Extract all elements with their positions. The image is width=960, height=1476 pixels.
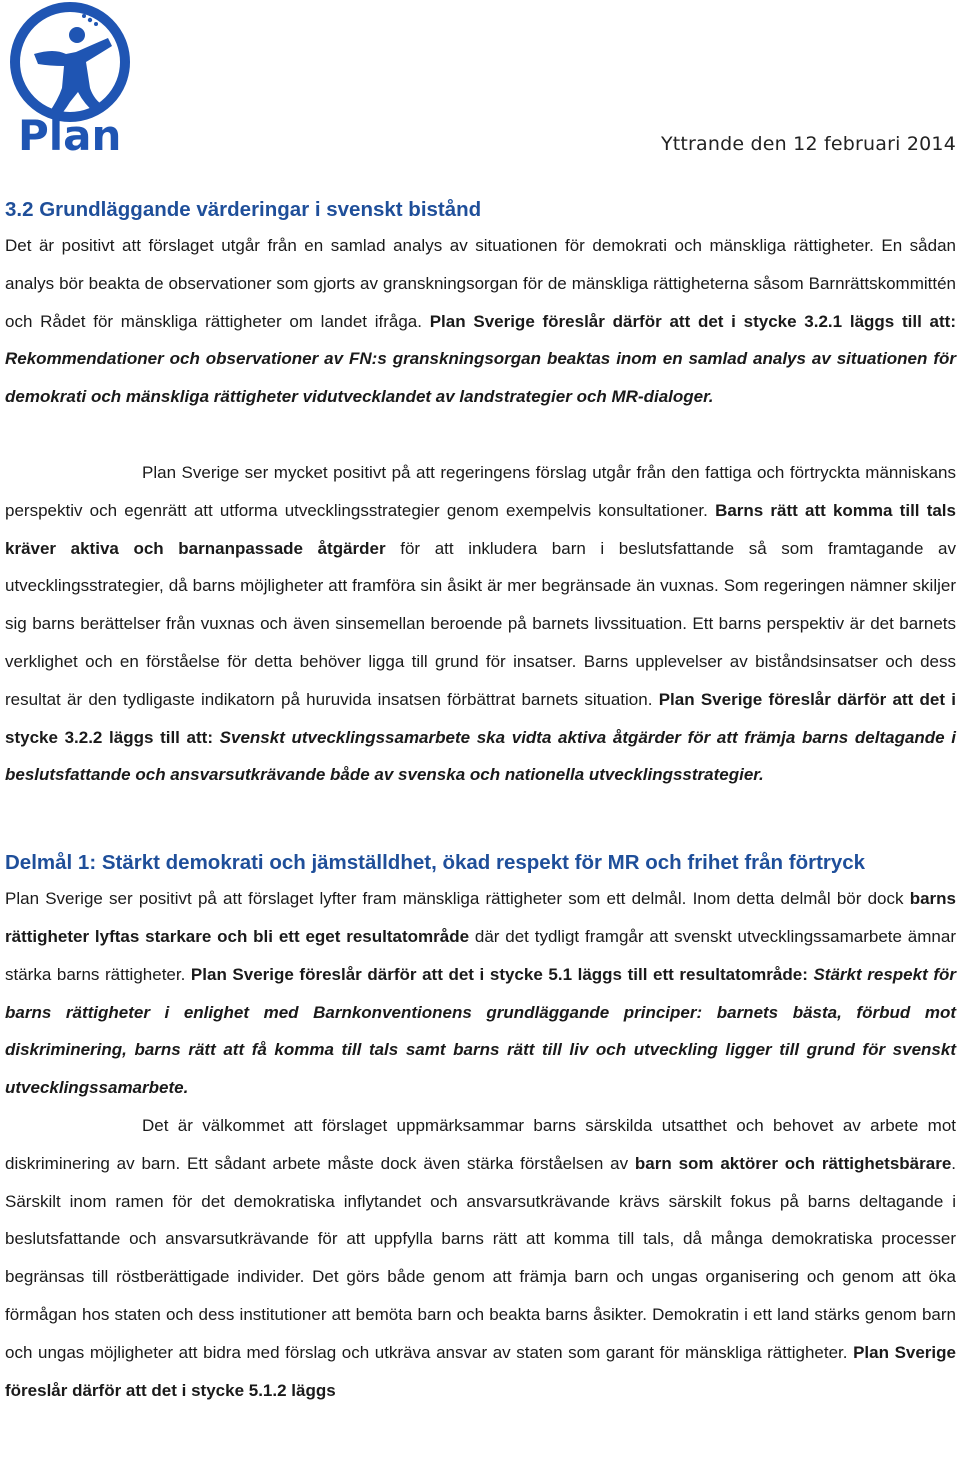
paragraph-text: Plan Sverige ser mycket positivt på att regeringens förslag utgår från den fattiga och förtryckta människans perspektiv och egenrätt att utforma utvecklingsstrategier genom exempelvis konsultationer. bbox=[5, 462, 956, 520]
paragraph bbox=[5, 1107, 956, 1409]
proposal-text: Svenskt utvecklingssamarbete ska vidta aktiva åtgärder för att främja barns deltagande i beslutsfattande och ansvarsutkrävande både av svenska och nationella utvecklingsstrategier. bbox=[5, 727, 957, 785]
paragraph bbox=[5, 454, 956, 794]
paragraph-text: Det är välkommet att förslaget uppmärksammar barns särskilda utsatthet och behovet av arbete mot diskriminering av barn. Ett sådant arbete måste dock även stärka förståelsen av bbox=[5, 1115, 956, 1173]
paragraph-text: för att inkludera barn i beslutsfattande så som framtagande av utvecklingsstrategier, då barns möjligheter att framföra sin åsikt är mer begränsade än vuxnas. Som regeringen nämner skiljer sig barns berättelser från vuxnas och även sinsemellan beroende på barnets livssituation. Ett barns perspektiv är det barnets verklighet och en förståelse för detta behöver ligga till grund för insatser. Barns upplevelser av biståndsinsatser och dess resultat är den tydligaste indikatorn på huruvida insatsen förbättrat barnets situation. bbox=[5, 538, 956, 709]
paragraph-text: Plan Sverige ser positivt på att förslaget lyfter fram mänskliga rättigheter som ett delmål. Inom detta delmål bör dock bbox=[5, 889, 904, 909]
paragraph bbox=[5, 880, 956, 1107]
paragraph-bold-text: Plan Sverige föreslår därför att det i stycke 3.2.1 läggs till att: bbox=[429, 311, 956, 331]
paragraph-bold-text: Plan Sverige föreslår därför att det i stycke 3.2.2 läggs till att: bbox=[5, 689, 956, 747]
paragraph-text: där det tydligt framgår att svenskt utvecklingssamarbete ämnar stärka barns rättigheter. bbox=[5, 926, 956, 984]
document-date: Yttrande den 12 februari 2014 bbox=[660, 133, 956, 155]
plan-logo-icon bbox=[4, 2, 138, 154]
paragraph-bold-text: Plan Sverige föreslår därför att det i stycke 5.1.2 läggs bbox=[5, 1342, 956, 1400]
plan-logo bbox=[4, 2, 138, 154]
section-heading-3-2: 3.2 Grundläggande värderingar i svenskt bistånd bbox=[5, 198, 482, 221]
document-body bbox=[5, 193, 956, 1409]
proposal-text: Stärkt respekt för barns rättigheter i enlighet med Barnkonventionens grundläggande principer: barnets bästa, förbud mot diskriminering, barns rätt att få komma till tals samt barns rätt till liv och utveckling ligger till grund för svenskt utvecklingssamarbete. bbox=[5, 964, 956, 1098]
section-heading-delmal-1: Delmål 1: Stärkt demokrati och jämställdhet, ökad respekt för MR och frihet från förtryck bbox=[5, 851, 866, 875]
proposal-text: Rekommendationer och observationer av FN:s granskningsorgan beaktas inom en samlad analys av situationen för demokrati och mänskliga rättigheter vidutvecklandet av landstrategier och MR-dialoger. bbox=[5, 349, 956, 407]
paragraph bbox=[5, 227, 956, 416]
paragraph-bold-text: Barns rätt att komma till tals kräver aktiva och barnanpassade åtgärder bbox=[5, 500, 956, 558]
paragraph-text: Det är positivt att förslaget utgår från en samlad analys av situationen för demokrati och mänskliga rättigheter. En sådan analys bör beakta de observationer som gjorts av granskningsorgan för de mänskliga rättigheterna såsom Barnrättskommittén och Rådet för mänskliga rättigheter om landet ifråga. bbox=[5, 236, 956, 331]
paragraph-bold-text: Plan Sverige föreslår därför att det i stycke 5.1 läggs till ett resultatområde: bbox=[190, 964, 808, 984]
paragraph-bold-text: barn som aktörer och rättighetsbärare bbox=[634, 1153, 952, 1173]
paragraph-text: . Särskilt inom ramen för det demokratiska inflytandet och ansvarsutkrävande krävs särskilt fokus på barns deltagande i beslutsfattande och ansvarsutkrävande för att uppfylla barns rätt att komma till tals, då många demokratiska processer begränsas till röstberättigade individer. Det görs både genom att främja barn och ungas organisering och genom att öka förmågan hos staten och dess institutioner att bemöta barn och beakta barns åsikter. Demokratin i ett land stärks genom barn och ungas möjligheter att bidra med förslag och utkräva ansvar av staten som garant för mänskliga rättigheter. bbox=[5, 1153, 957, 1362]
paragraph-bold-text: barns rättigheter lyftas starkare och bli ett eget resultatområde bbox=[5, 889, 956, 946]
svg-text:Plan: Plan bbox=[18, 111, 122, 154]
